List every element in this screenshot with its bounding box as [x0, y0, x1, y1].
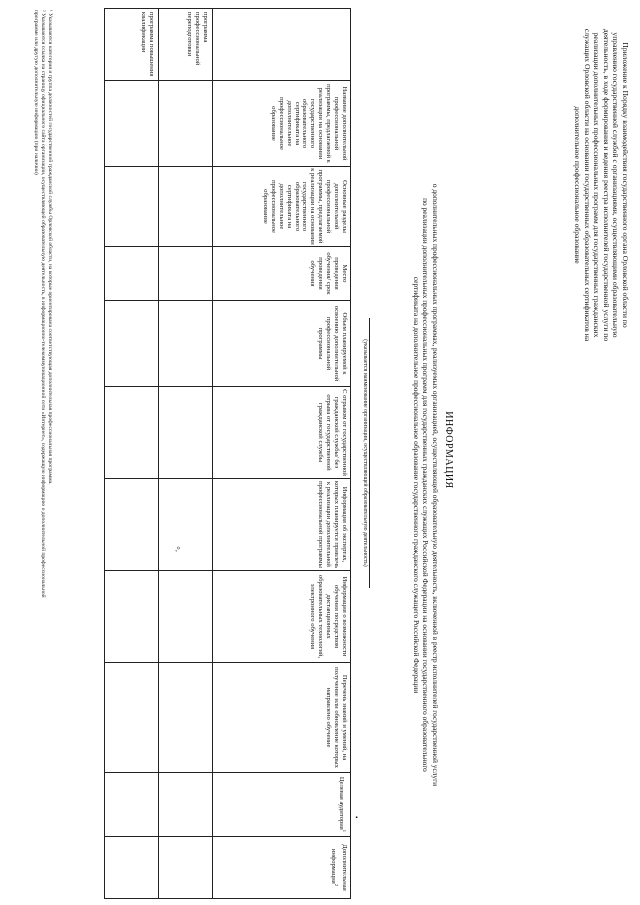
organization-caption: (указывается наименование организации, осуществляющей образовательную деятельность) [362, 339, 368, 567]
stray-dot-mark: • [352, 816, 360, 819]
header-cell: Информация о возможности обучения посредством дистанционных образовательных технологий, электронного обучения [213, 571, 351, 663]
header-cell: Место проведения обучения/ срок проведения обучения [213, 247, 351, 301]
table-cell [159, 571, 213, 663]
footnote-ref: 2 [334, 883, 340, 887]
header-cell [213, 773, 351, 837]
stray-scribble-mark: ⸰, [174, 546, 182, 552]
table-cell [159, 167, 213, 247]
table-cell [105, 81, 159, 167]
footnote-ref: 1 [342, 829, 347, 833]
header-text: Целевая аудитория [337, 776, 345, 830]
table-cell [159, 247, 213, 301]
footnotes [32, 10, 53, 870]
table-row [105, 9, 159, 899]
footnote-2: ² Указываются ссылка на страницу официального сайта организации, осуществляющей образовательную деятельность, в информационно-телекоммуникационной сети «Интернет», содержащую информацию о дополнительной профессиональной [39, 10, 46, 598]
appendix-note: Приложение к Порядку взаимодействия государственного органа Орловской области по управлению государственной службой с организациями, осуществляющими образовательную деятельность, в ходе формирования и ведения реестра исполнителей государственной услуги по реализации дополнительных профессиональных программ для государственных гражданских служащих Орловской области на основании государственных образовательных сертификатов на дополнительное профессиональное образование [573, 28, 630, 342]
header-cell: Информация об экспертах, которых планируется привлечь к реализации дополнительной профессиональной программы [213, 479, 351, 571]
row-label: программа повышения квалификации [105, 9, 159, 81]
table-cell [105, 479, 159, 571]
header-cell: Название дополнительной профессиональной программы, предлагаемой к реализации на основании государственного образовательного сертификата на дополнительное профессиональное образование [213, 81, 351, 167]
table-cell [159, 663, 213, 773]
table-cell [105, 571, 159, 663]
table-row [159, 9, 213, 899]
header-cell: Объем планируемой к освоению дополнительной профессиональной программы [213, 301, 351, 387]
table-cell [105, 773, 159, 837]
header-cell [213, 837, 351, 899]
table-cell [159, 479, 213, 571]
table-cell [105, 247, 159, 301]
table-cell [105, 301, 159, 387]
table-cell [159, 301, 213, 387]
table-cell [105, 663, 159, 773]
footnote-1: ¹ Указываются категория и группа должностей государственной гражданской службы Орловской области, на которые ориентирована соответствующая дополнительная профессиональная программа. [47, 10, 53, 485]
header-cell: С отрывом от государственной гражданской службы/ без отрыва от государственной гражданской службы [213, 387, 351, 479]
table-cell [105, 167, 159, 247]
header-cell: Перечень знаний и умений, на получение или обновление которых направлено обучение [213, 663, 351, 773]
table-cell [105, 387, 159, 479]
header-cell [213, 9, 351, 81]
table-header-row [213, 9, 351, 899]
organization-name-line [369, 318, 370, 588]
table-cell [159, 387, 213, 479]
table-cell [159, 81, 213, 167]
header-cell: Основные разделы дополнительной профессиональной программы, предлагаемой к реализации на основании государственного образовательного сертификата на дополнительное профессиональное образование [213, 167, 351, 247]
programs-table [104, 8, 351, 899]
table-cell [159, 837, 213, 899]
document-title: ИНФОРМАЦИЯ [443, 411, 454, 489]
row-label: программа профессиональной переподготовки [159, 9, 213, 81]
table-cell [159, 773, 213, 837]
table-cell [105, 837, 159, 899]
document-subtitle: о дополнительных профессиональных программах, реализуемых организацией, осуществляющей образовательную деятельность, включенной в реестр исполнителей государственной услуги по реализации дополнительных профессиональных программ для государственных гражданских служащих Российской Федерации на основании государственного образовательного сертификата на дополнительное профессиональное образование государственного гражданского служащего Российской Федерации [411, 183, 440, 787]
header-text: Дополнительная информация [329, 844, 348, 891]
footnote-2-continued: программе или другую дополнительную информацию (при наличии) [32, 10, 39, 175]
